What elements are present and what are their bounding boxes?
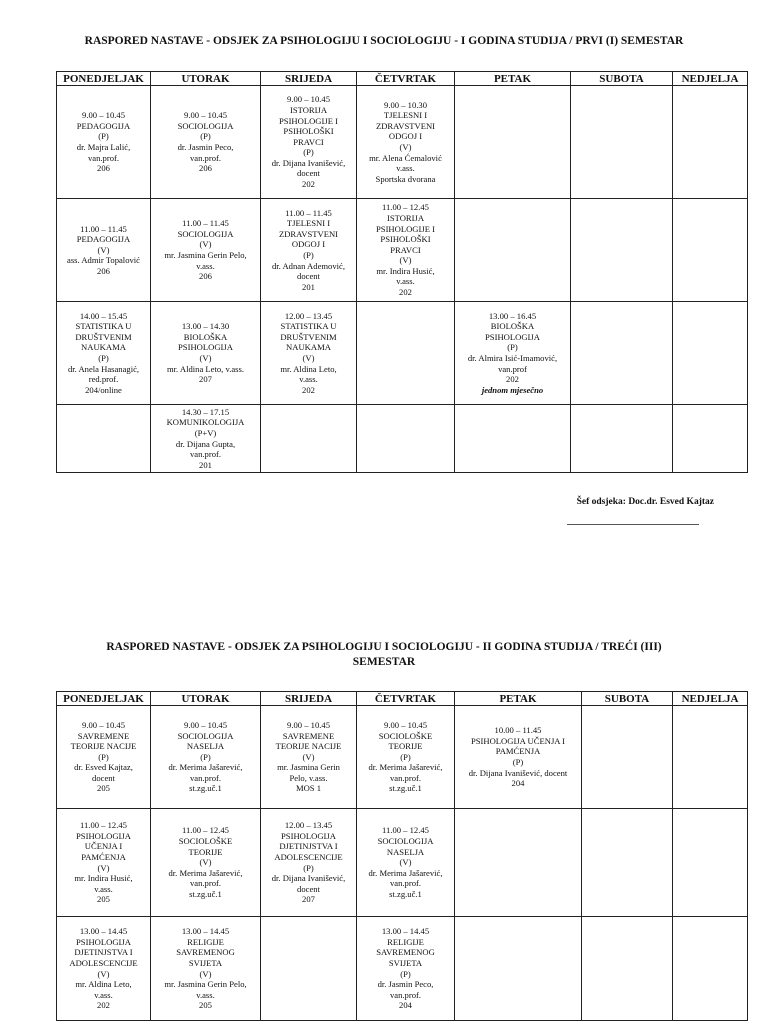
schedule1-table [56, 71, 748, 473]
class-cell [151, 86, 261, 199]
class-cell-line: (P) [200, 131, 211, 142]
class-cell-line: mr. Aldina Leto, [75, 979, 132, 990]
class-cell-line: van.prof. [87, 152, 120, 163]
class-cell-line: (V) [199, 353, 212, 363]
class-cell-line: 11.00 – 12.45 [182, 825, 229, 836]
table-row [57, 917, 748, 1021]
empty-cell [571, 199, 673, 302]
class-cell-line: (P) [303, 250, 314, 260]
class-cell-line: SOCIOLOŠKE [378, 730, 433, 741]
table-row [57, 706, 748, 809]
class-cell-line: PSIHOLOGIJA [485, 331, 540, 342]
class-cell-line: 9.00 – 10.45 [287, 94, 330, 105]
class-cell-line: van.prof [498, 363, 527, 374]
class-cell-line: docent [297, 168, 320, 179]
table-row [57, 809, 748, 917]
day-header: UTORAK [151, 692, 261, 706]
class-cell-line: 12.00 – 13.45 [284, 310, 333, 321]
class-cell-line: v.ass. [196, 260, 215, 271]
signature-line [567, 524, 699, 525]
class-cell-line: KOMUNIKOLOGIJA [166, 417, 245, 428]
class-cell-line: ZDRAVSTVENI [375, 120, 436, 131]
empty-cell [57, 405, 151, 473]
day-header: ČETVRTAK [357, 692, 455, 706]
class-cell-line: 202 [302, 384, 315, 395]
class-cell-line: 204/online [85, 384, 122, 395]
class-cell-line: (V) [97, 968, 110, 979]
class-cell-line: PSIHOLOŠKI [283, 126, 334, 137]
class-cell-line: 202 [506, 374, 519, 385]
class-cell-line: SOCIOLOGIJA [177, 228, 234, 239]
day-header: PETAK [455, 692, 582, 706]
class-cell-line: UČENJA I [84, 841, 123, 852]
class-cell-line: 14.00 – 15.45 [79, 310, 128, 321]
class-cell-line: (V) [199, 968, 212, 979]
empty-cell [455, 405, 571, 473]
empty-cell [455, 809, 582, 917]
class-cell-line: (P+V) [194, 427, 217, 438]
class-cell [357, 199, 455, 302]
class-cell-line: van.prof. [189, 772, 222, 783]
class-cell-line: 11.00 – 11.45 [80, 223, 127, 234]
class-cell-line: 11.00 – 11.45 [182, 218, 229, 229]
class-cell-line: v.ass. [94, 883, 113, 894]
class-cell-line: BIOLOŠKA [490, 321, 535, 332]
class-cell-line: SOCIOLOGIJA [177, 730, 234, 741]
class-cell-line: 205 [97, 783, 110, 794]
class-cell-line: SAVREMENE [77, 730, 130, 741]
class-cell-line: v.ass. [396, 276, 415, 287]
class-cell-line: TEORIJE NACIJE [275, 741, 342, 752]
class-cell-line: SOCIOLOGIJA [377, 836, 434, 847]
class-cell-line: ADOLESCENCIJE [274, 851, 343, 862]
schedule2-title-line1: RASPORED NASTAVE - ODSJEK ZA PSIHOLOGIJU I SOCIOLOGIJU - II GODINA STUDIJA / TREĆI (III) [106, 641, 662, 653]
class-cell-line: (P) [98, 751, 109, 762]
header-row [57, 692, 748, 706]
class-cell-line: ODGOJ I [388, 131, 423, 142]
class-cell-line: PSIHOLOGIJA [76, 830, 131, 841]
class-cell [357, 86, 455, 199]
class-cell-line: Sportska dvorana [375, 173, 436, 184]
class-cell-line: (P) [98, 131, 109, 142]
class-cell-line: MOS 1 [295, 783, 322, 794]
class-cell-line: SAVREMENOG [176, 947, 235, 958]
empty-cell [673, 199, 748, 302]
empty-cell [357, 405, 455, 473]
class-cell-line: dr. Dijana Ivanišević, [271, 873, 346, 884]
class-cell-line: mr. Alena Ćemalović [369, 152, 442, 163]
empty-cell [261, 917, 357, 1021]
empty-cell [582, 706, 673, 809]
class-cell-line: STATISTIKA U [280, 321, 337, 332]
class-cell [261, 86, 357, 199]
empty-cell [571, 302, 673, 405]
class-cell-line: (V) [97, 244, 110, 255]
class-cell-line: 204 [399, 1000, 412, 1011]
day-header: SRIJEDA [261, 72, 357, 86]
class-cell-line: docent [297, 271, 320, 282]
class-cell [261, 302, 357, 405]
class-cell-line: v.ass. [396, 163, 415, 174]
class-cell-line: dr. Merima Jašarević, [368, 867, 443, 878]
class-cell-line: mr. Aldina Leto, [280, 363, 337, 374]
day-header: UTORAK [151, 72, 261, 86]
class-cell-line: st.zg.uč.1 [389, 783, 422, 794]
class-cell-line: 11.00 – 12.45 [382, 202, 429, 213]
class-cell-line: PAMĆENJA [81, 851, 126, 862]
class-cell-line: dr. Jasmin Peco, [177, 142, 234, 152]
class-cell-line: PSIHOLOGIJA [178, 342, 233, 353]
class-cell-line: van.prof. [389, 772, 422, 783]
schedule2-title-line2: SEMESTAR [352, 656, 416, 668]
class-cell-line: 11.00 – 11.45 [285, 207, 332, 218]
empty-cell [571, 405, 673, 473]
table-row [57, 302, 748, 405]
class-cell-line: st.zg.uč.1 [189, 888, 222, 899]
empty-cell [673, 405, 748, 473]
class-cell-line: Pelo, v.ass. [289, 772, 328, 783]
class-cell-line: PSIHOLOŠKI [380, 234, 431, 245]
class-cell-line: DJETINJSTVA I [74, 947, 133, 958]
header-row [57, 72, 748, 86]
class-cell-line: 206 [97, 163, 110, 174]
class-cell-line: mr. Aldina Leto, v.ass. [166, 363, 244, 374]
class-cell-line: 202 [399, 287, 412, 298]
class-cell-line: TEORIJE NACIJE [70, 741, 137, 752]
class-cell-line: 202 [302, 179, 315, 190]
class-cell-line: 207 [302, 894, 315, 905]
class-cell-line: BIOLOŠKA [183, 331, 228, 342]
class-cell-line: (V) [97, 862, 110, 873]
class-cell-line: RELIGIJE [387, 936, 424, 947]
class-cell-line: DJETINJSTVA I [279, 841, 338, 852]
empty-cell [673, 809, 748, 917]
class-cell-line: 204 [511, 778, 525, 789]
day-header: NEDJELJA [673, 692, 748, 706]
class-cell-line: (V) [199, 239, 212, 250]
schedule2-table [56, 691, 748, 1021]
class-cell-line: dr. Dijana Gupta, [175, 438, 236, 449]
day-header: SUBOTA [582, 692, 673, 706]
class-cell-line: SVIJETA [388, 957, 423, 968]
empty-cell [582, 917, 673, 1021]
class-cell-line: mr. Jasmina Gerin Pelo, [164, 979, 247, 990]
class-cell-line: van.prof. [389, 989, 422, 1000]
class-cell-line: dr. Merima Jašarević, [168, 762, 243, 773]
class-cell-line: SOCIOLOGIJA [177, 120, 234, 131]
class-cell-line: NASELJA [386, 846, 425, 857]
class-cell-line: docent [297, 883, 320, 894]
class-cell-line: 13.00 – 14.45 [181, 926, 230, 937]
class-cell-line: dr. Merima Jašarević, [168, 867, 243, 878]
class-cell-line: NASELJA [186, 741, 225, 752]
class-cell [261, 706, 357, 809]
class-cell [455, 706, 582, 809]
class-cell-line: 9.00 – 10.30 [384, 99, 427, 110]
empty-cell [455, 917, 582, 1021]
department-chief-signature: Šef odsjeka: Doc.dr. Esved Kajtaz [576, 497, 714, 507]
class-cell-line: 13.00 – 16.45 [488, 310, 537, 321]
day-header: NEDJELJA [673, 72, 748, 86]
class-cell-line: 11.00 – 12.45 [80, 820, 127, 831]
class-cell-line: PRAVCI [293, 136, 324, 147]
class-cell-line: 13.00 – 14.45 [79, 926, 128, 937]
table-row [57, 199, 748, 302]
class-cell-line: mr. Indira Husić, [376, 265, 435, 276]
class-cell-line: mr. Jasmina Gerin Pelo, [164, 250, 247, 260]
class-cell-line: TJELESNI I [286, 218, 331, 229]
class-cell-line: PSIHOLOGIJA UČENJA I [470, 735, 566, 746]
class-cell-line: (P) [400, 751, 411, 762]
day-header: ČETVRTAK [357, 72, 455, 86]
class-cell-line: dr. Adnan Ademović, [271, 260, 346, 271]
class-cell-line: (V) [399, 857, 412, 868]
empty-cell [455, 199, 571, 302]
class-cell [455, 302, 571, 405]
class-cell-line: STATISTIKA U [75, 321, 132, 332]
class-cell-line: PSIHOLOGIJA [281, 830, 336, 841]
class-cell [357, 809, 455, 917]
class-cell-line: 9.00 – 10.45 [384, 719, 427, 730]
class-cell-line: 9.00 – 10.45 [287, 719, 330, 730]
class-cell [57, 302, 151, 405]
class-cell-line: 206 [199, 163, 212, 174]
class-cell-line: PRAVCI [390, 244, 421, 255]
day-header: PONEDJELJAK [57, 72, 151, 86]
class-cell [151, 405, 261, 473]
class-cell [151, 809, 261, 917]
empty-cell [673, 706, 748, 809]
class-cell-line: jednom mjesečno [481, 384, 544, 395]
class-cell-line: 206 [97, 265, 110, 276]
empty-cell [582, 809, 673, 917]
class-cell-line: (V) [302, 751, 315, 762]
class-cell-line: ODGOJ I [291, 239, 326, 250]
class-cell-line: (P) [303, 862, 314, 873]
class-cell-line: st.zg.uč.1 [189, 783, 222, 794]
class-cell-line: 202 [97, 1000, 110, 1011]
class-cell-line: st.zg.uč.1 [389, 888, 422, 899]
class-cell-line: NAUKAMA [286, 342, 331, 353]
class-cell-line: dr. Jasmin Peco, [377, 979, 434, 990]
class-cell [57, 86, 151, 199]
schedule1-title: RASPORED NASTAVE - ODSJEK ZA PSIHOLOGIJU I SOCIOLOGIJU - I GODINA STUDIJA / PRVI (I) SEMESTAR [84, 35, 684, 47]
table-row [57, 405, 748, 473]
class-cell-line: v.ass. [94, 989, 113, 1000]
class-cell-line: 205 [199, 1000, 212, 1011]
class-cell-line: 14.30 – 17.15 [181, 406, 230, 417]
class-cell [151, 199, 261, 302]
class-cell-line: DRUŠTVENIM [280, 331, 337, 342]
class-cell-line: PSIHOLOGIJA [76, 936, 131, 947]
class-cell-line: (V) [199, 857, 212, 868]
class-cell-line: PEDAGOGIJA [76, 234, 131, 245]
day-header: SUBOTA [571, 72, 673, 86]
class-cell-line: red.prof. [88, 374, 119, 385]
class-cell-line: 9.00 – 10.45 [184, 719, 227, 730]
class-cell-line: 13.00 – 14.45 [381, 926, 430, 937]
empty-cell [673, 302, 748, 405]
class-cell [151, 706, 261, 809]
day-header: SRIJEDA [261, 692, 357, 706]
class-cell-line: docent [92, 772, 115, 783]
class-cell-line: (V) [399, 255, 412, 266]
class-cell-line: 207 [199, 374, 212, 385]
class-cell-line: mr. Jasmina Gerin [277, 762, 340, 773]
class-cell-line: dr. Majra Lalić, [76, 142, 131, 152]
class-cell-line: SAVREMENE [282, 730, 335, 741]
class-cell [261, 809, 357, 917]
class-cell-line: 201 [199, 459, 212, 470]
class-cell-line: 11.00 – 12.45 [382, 825, 429, 836]
class-cell-line: (V) [399, 142, 412, 152]
class-cell-line: v.ass. [196, 989, 215, 1000]
empty-cell [455, 86, 571, 199]
class-cell-line: mr. Indira Husić, [74, 873, 133, 884]
day-header: PETAK [455, 72, 571, 86]
class-cell [151, 302, 261, 405]
empty-cell [673, 917, 748, 1021]
class-cell-line: ADOLESCENCIJE [69, 957, 138, 968]
class-cell-line: RELIGIJE [187, 936, 224, 947]
empty-cell [357, 302, 455, 405]
empty-cell [571, 86, 673, 199]
class-cell-line: dr. Almira Isić-Imamović, [467, 353, 558, 363]
class-cell-line: van.prof. [189, 152, 222, 163]
schedule2-title [20, 640, 748, 670]
class-cell-line: TEORIJE [188, 846, 223, 857]
class-cell-line: PEDAGOGIJA [76, 120, 131, 131]
class-cell-line: van.prof. [389, 878, 422, 889]
class-cell-line: 205 [97, 894, 110, 905]
class-cell-line: DRUŠTVENIM [75, 331, 132, 342]
class-cell-line: 9.00 – 10.45 [82, 110, 125, 121]
class-cell [57, 809, 151, 917]
class-cell-line: 10.00 – 11.45 [494, 725, 542, 736]
class-cell-line: v.ass. [299, 374, 318, 385]
class-cell [357, 706, 455, 809]
class-cell-line: 206 [199, 271, 212, 282]
class-cell-line: PAMĆENJA [495, 746, 541, 757]
class-cell-line: 9.00 – 10.45 [184, 110, 227, 121]
class-cell-line: dr. Esved Kajtaz, [74, 762, 133, 773]
class-cell-line: 12.00 – 13.45 [284, 820, 333, 831]
class-cell [357, 917, 455, 1021]
class-cell-line: dr. Dijana Ivanišević, [271, 157, 346, 168]
class-cell-line: PSIHOLOGIJE I [376, 223, 435, 234]
class-cell [57, 706, 151, 809]
class-cell-line: dr. Anela Hasanagić, [67, 363, 140, 374]
class-cell [57, 199, 151, 302]
class-cell [261, 199, 357, 302]
class-cell-line: dr. Dijana Ivanišević, docent [468, 767, 568, 778]
class-cell-line: SVIJETA [188, 957, 223, 968]
class-cell-line: 201 [302, 281, 315, 292]
class-cell-line: (P) [512, 757, 524, 767]
class-cell-line: (P) [98, 353, 109, 363]
empty-cell [673, 86, 748, 199]
class-cell-line: van.prof. [189, 449, 222, 460]
class-cell-line: van.prof. [189, 878, 222, 889]
class-cell-line: (P) [200, 751, 211, 762]
class-cell [151, 917, 261, 1021]
class-cell-line: PSIHOLOGIJE I [279, 115, 338, 126]
class-cell-line: TJELESNI I [383, 110, 428, 121]
empty-cell [261, 405, 357, 473]
class-cell [57, 917, 151, 1021]
class-cell-line: ZDRAVSTVENI [278, 228, 339, 239]
class-cell-line: 13.00 – 14.30 [181, 321, 230, 332]
day-header: PONEDJELJAK [57, 692, 151, 706]
class-cell-line: 9.00 – 10.45 [82, 719, 125, 730]
class-cell-line: (P) [400, 968, 411, 979]
class-cell-line: dr. Merima Jašarević, [368, 762, 443, 773]
class-cell-line: SAVREMENOG [376, 947, 435, 958]
class-cell-line: SOCIOLOŠKE [178, 836, 233, 847]
class-cell-line: ISTORIJA [289, 104, 328, 115]
class-cell-line: ass. Admir Topalović [67, 255, 140, 266]
class-cell-line: NAUKAMA [81, 342, 126, 353]
class-cell-line: (P) [507, 342, 518, 353]
table-row [57, 86, 748, 199]
class-cell-line: (V) [302, 353, 315, 363]
class-cell-line: ISTORIJA [386, 212, 425, 223]
class-cell-line: (P) [303, 147, 314, 158]
class-cell-line: TEORIJE [388, 741, 423, 752]
